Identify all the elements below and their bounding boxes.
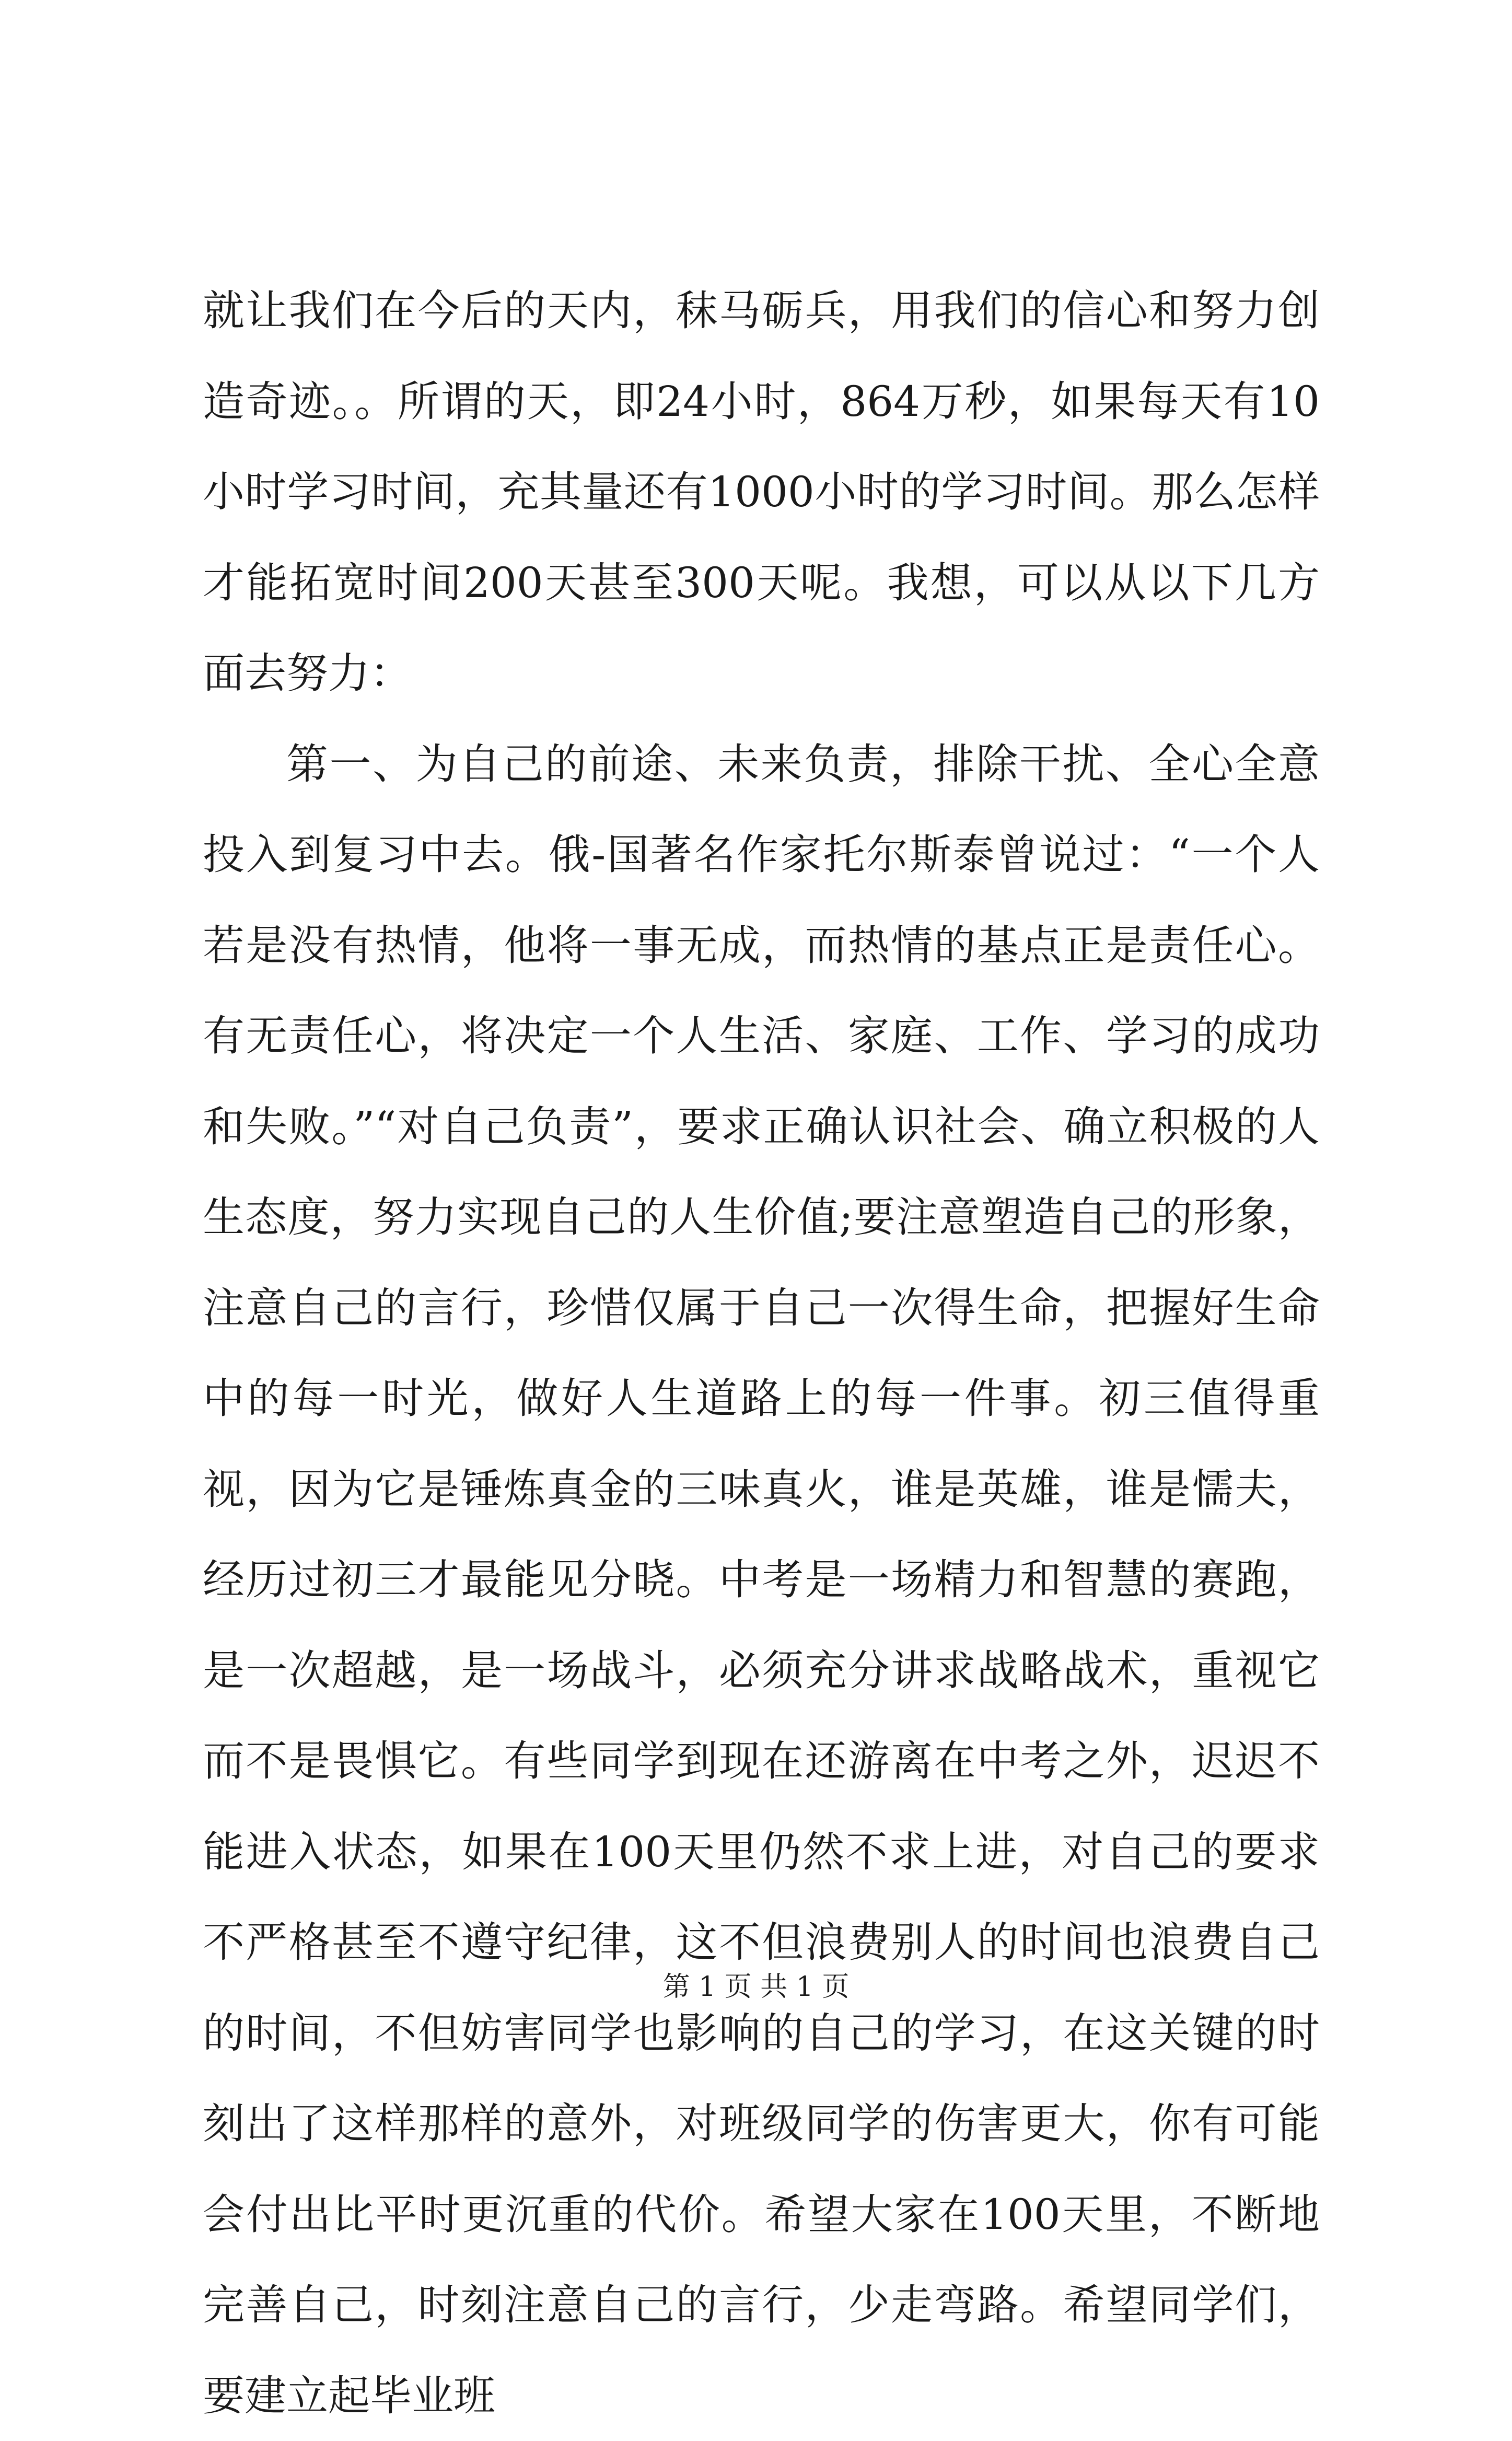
document-body <box>203 265 1320 2441</box>
paragraph-intro: 就让我们在今后的天内，秣马砺兵，用我们的信心和努力创造奇迹。。所谓的天，即24小时，864万秒，如果每天有10小时学习时间，充其量还有1000小时的学习时间。那么怎样才能拓宽时间200天甚至300天呢。我想，可以从以下几方面去努力： <box>203 265 1320 719</box>
page-footer: 第 1 页 共 1 页 <box>0 1969 1512 2005</box>
paragraph-first-point: 第一、为自己的前途、未来负责，排除干扰、全心全意投入到复习中去。俄-国著名作家托尔斯泰曾说过：“一个人若是没有热情，他将一事无成，而热情的基点正是责任心。有无责任心，将决定一个人生活、家庭、工作、学习的成功和失败。”“对自己负责”，要求正确认识社会、确立积极的人生态度，努力实现自己的人生价值;要注意塑造自己的形象，注意自己的言行，珍惜仅属于自己一次得生命，把握好生命中的每一时光，做好人生道路上的每一件事。初三值得重视，因为它是锤炼真金的三味真火，谁是英雄，谁是懦夫，经历过初三才最能见分晓。中考是一场精力和智慧的赛跑，是一次超越，是一场战斗，必须充分讲求战略战术，重视它而不是畏惧它。有些同学到现在还游离在中考之外，迟迟不能进入状态，如果在100天里仍然不求上进，对自己的要求不严格甚至不遵守纪律，这不但浪费别人的时间也浪费自己的时间，不但妨害同学也影响的自己的学习，在这关键的时刻出了这样那样的意外，对班级同学的伤害更大，你有可能会付出比平时更沉重的代价。希望大家在100天里，不断地完善自己，时刻注意自己的言行，少走弯路。希望同学们，要建立起毕业班 <box>203 719 1320 2441</box>
